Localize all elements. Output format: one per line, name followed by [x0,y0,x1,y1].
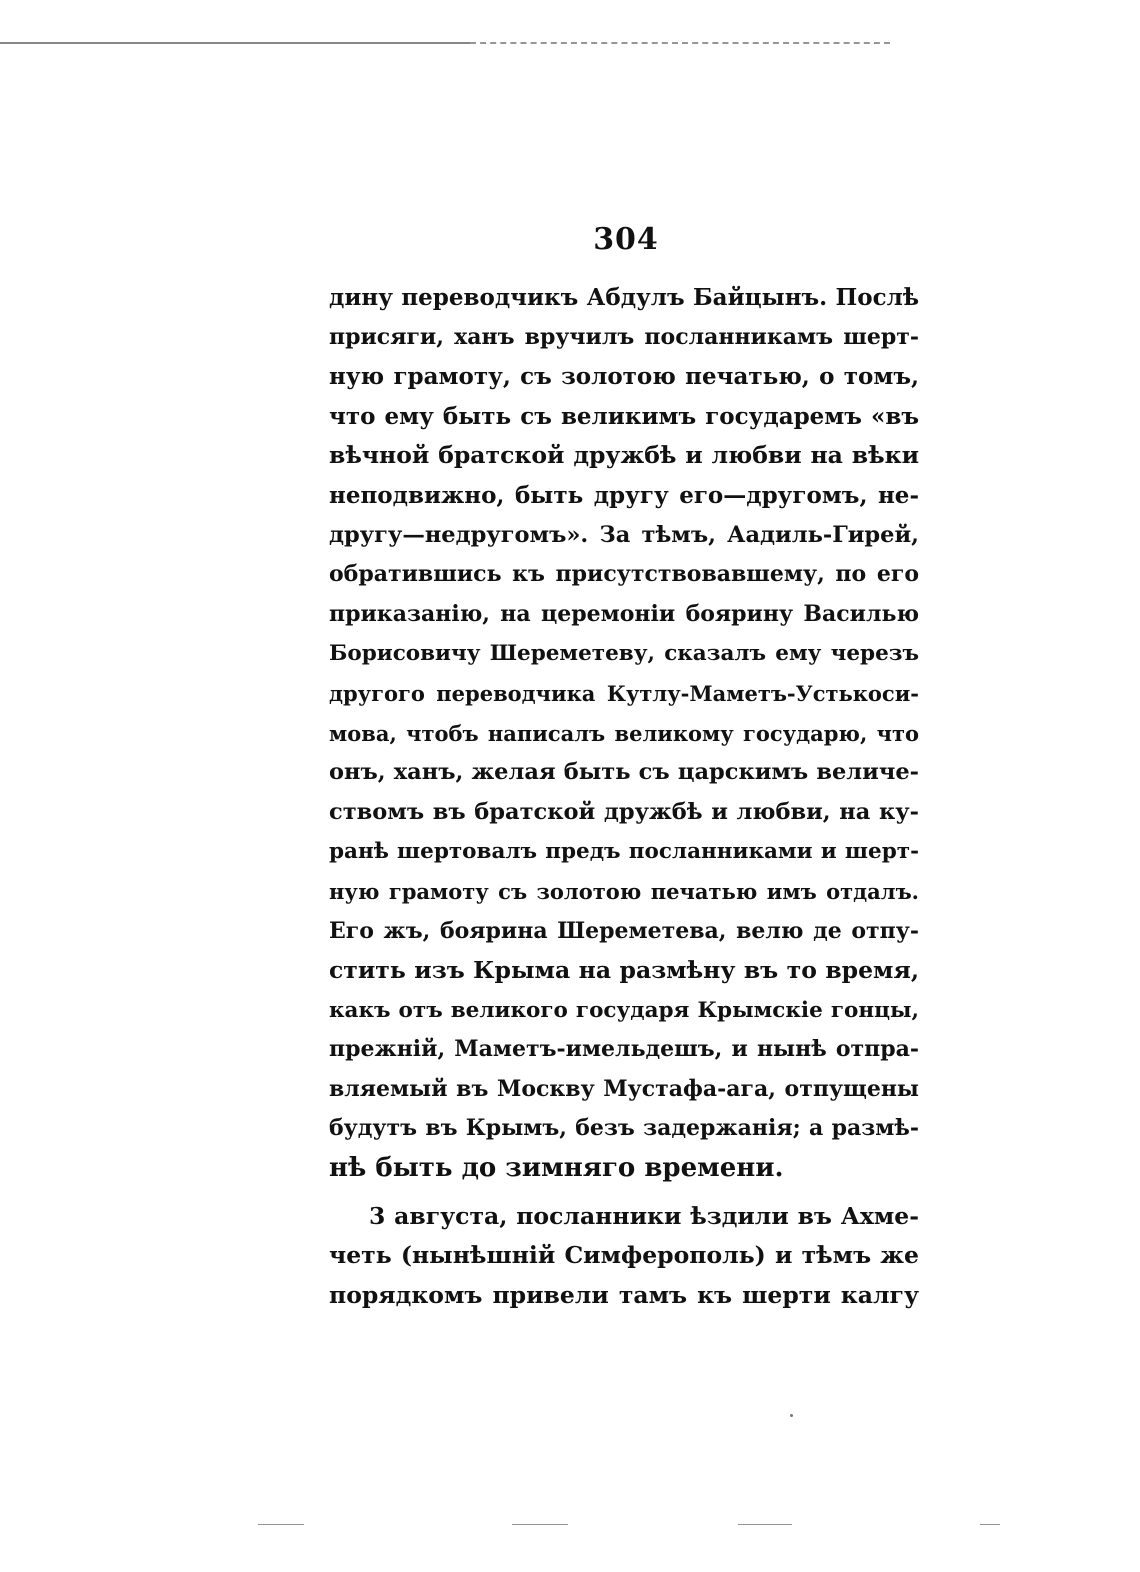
text-line: что ему быть съ великимъ государемъ «въ [329,402,919,430]
text-line: порядкомъ привели тамъ къ шерти калгу [329,1280,919,1309]
scan-edge-dashes [470,42,890,44]
text-line: нѣ быть до зимняго времени. [329,1153,784,1184]
text-line: обратившись къ присутствовавшему, по его [329,561,919,588]
scan-edge-line [0,42,470,44]
text-line: приказанію, на церемоніи боярину Василью [329,600,919,627]
text-line: ствомъ въ братской дружбѣ и любви, на ку- [329,798,919,825]
text-line: Его жъ, боярина Шереметева, велю де отпу- [329,917,919,944]
text-line: прежній, Маметъ-имельдешъ, и нынѣ отпра- [329,1036,919,1063]
text-line: ранѣ шертовалъ предъ посланниками и шерт- [329,839,919,865]
text-line: мова, чтобъ написалъ великому государю, что [329,720,919,746]
paragraph-gap [329,1189,919,1197]
text-line: будутъ въ Крымъ, безъ задержанія; а размѣ- [329,1115,919,1142]
text-line: неподвижно, быть другу его—другомъ, не- [329,481,919,509]
paragraph-2 [329,1197,919,1316]
text-line: другу—недругомъ». За тѣмъ, Аадиль-Гирей, [329,521,919,548]
text-line: стить изъ Крыма на размѣну въ то время, [329,956,919,985]
text-line: четь (нынѣшній Симферополь) и тѣмъ же [329,1241,919,1270]
text-line: другого переводчика Кутлу-Маметъ-Устькоси- [329,680,919,706]
text-line: 3 августа, посланники ѣздили въ Ахме- [369,1201,919,1230]
text-line: ную грамоту, съ золотою печатью, о томъ, [329,363,919,391]
scan-bottom-mark-center [512,1524,568,1525]
scan-speck [790,1414,793,1417]
text-line: ную грамоту съ золотою печатью имъ отдалъ. [329,878,919,904]
text-line: вѣчной братской дружбѣ и любви на вѣки [329,441,919,470]
paragraph-1 [329,278,919,1189]
text-line: вляемый въ Москву Мустафа-ага, отпущены [329,1075,919,1102]
text-line: дину переводчикъ Абдулъ Байцынъ. Послѣ [329,284,919,311]
text-line: присяги, ханъ вручилъ посланникамъ шерт- [329,323,919,350]
page-number: 304 [593,222,659,257]
scan-bottom-mark-far-right [980,1524,1000,1525]
text-line: Борисовичу Шереметеву, сказалъ ему черезъ [329,641,919,667]
scan-bottom-mark-right [738,1524,792,1525]
text-line: онъ, ханъ, желая быть съ царскимъ величе- [329,759,919,786]
text-line: какъ отъ великого государя Крымскіе гонцы, [329,997,919,1023]
scan-bottom-mark-left [258,1524,304,1525]
body-text [329,278,919,1315]
